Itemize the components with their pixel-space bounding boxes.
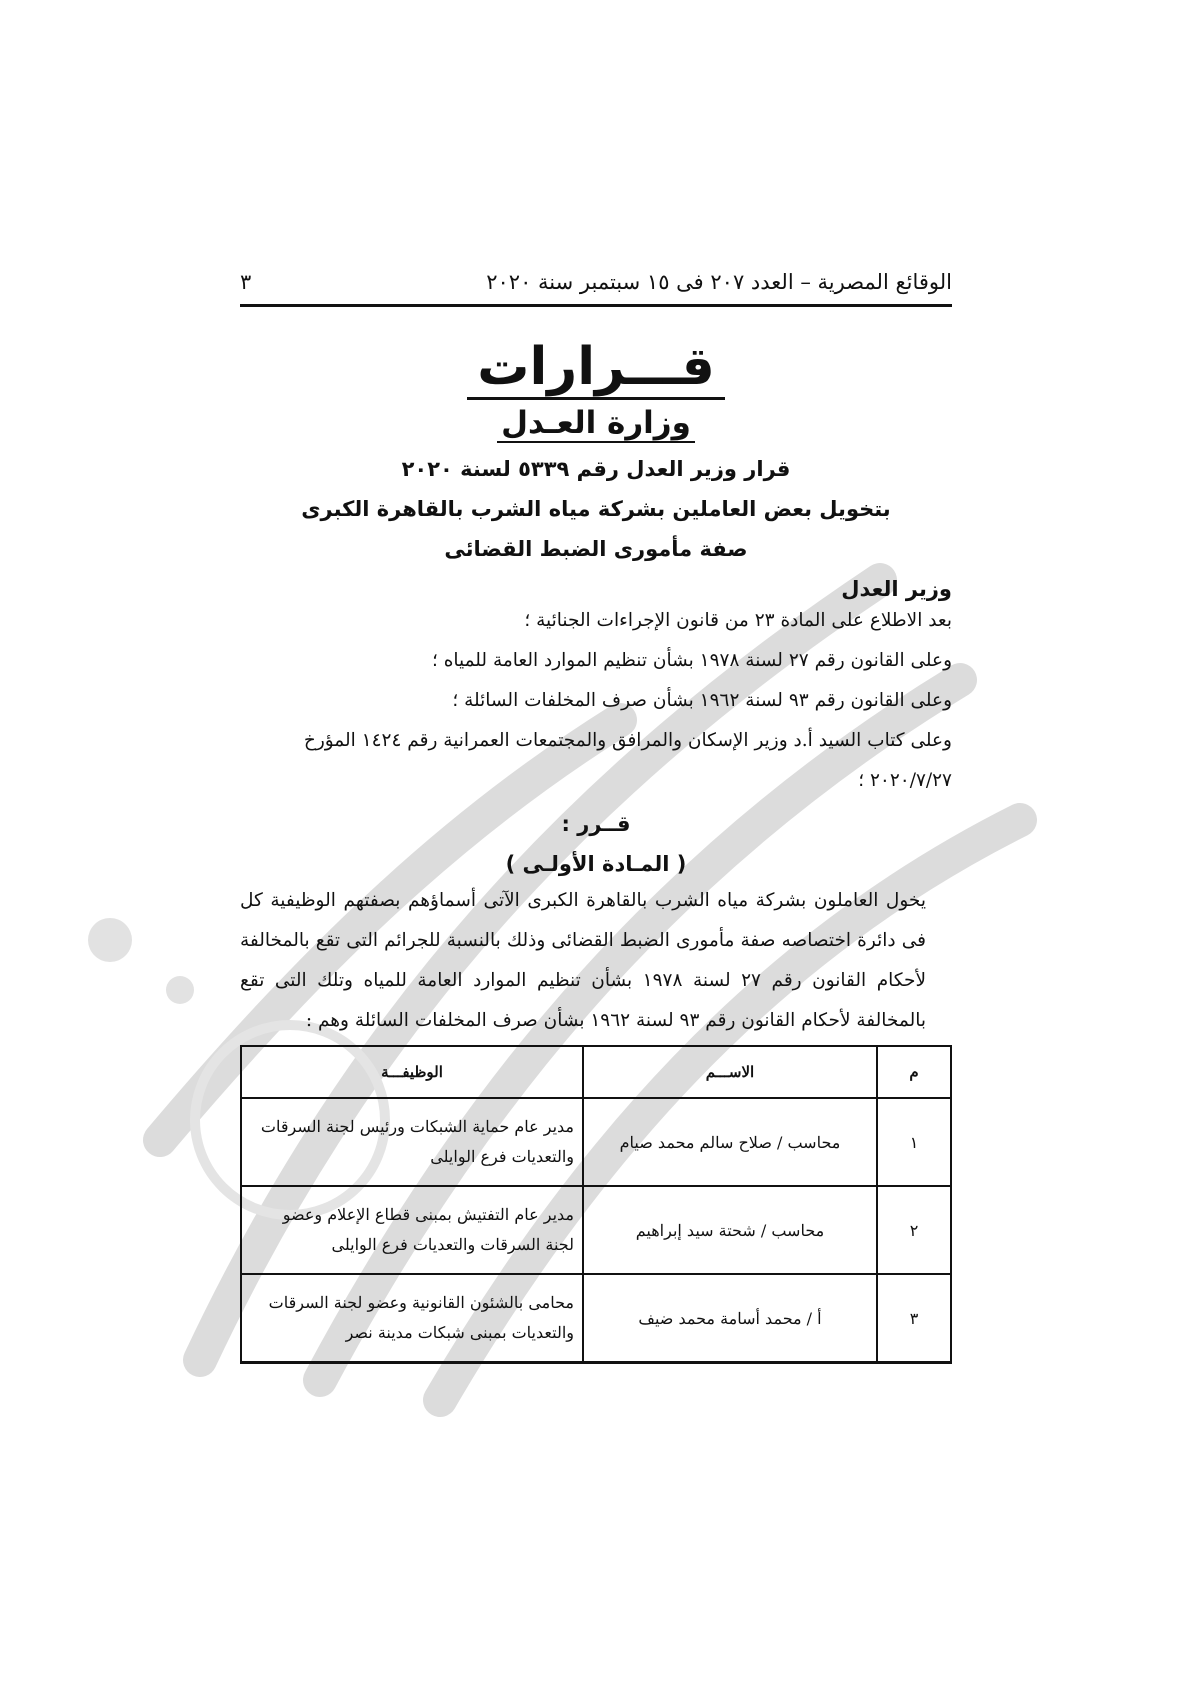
row-name: محاسب / صلاح سالم محمد صيام — [583, 1098, 877, 1186]
minister-heading: وزير العدل — [841, 577, 952, 601]
article-title: ( المـادة الأولـى ) — [505, 852, 687, 876]
row-number: ٢ — [877, 1186, 951, 1274]
preamble — [240, 601, 952, 801]
ministry-heading: وزارة العـدل — [240, 405, 952, 441]
table-row — [241, 1274, 951, 1363]
preamble-line: بعد الاطلاع على المادة ٢٣ من قانون الإجراءات الجنائية ؛ — [524, 610, 952, 631]
officials-table — [240, 1045, 952, 1364]
table-header-row — [241, 1046, 951, 1098]
decision-subject-line-2: صفة مأمورى الضبط القضائى — [444, 537, 748, 561]
gazette-page — [240, 270, 952, 1364]
table-row — [241, 1098, 951, 1186]
column-header-name: الاســـم — [583, 1046, 877, 1098]
preamble-line: وعلى كتاب السيد أ.د وزير الإسكان والمرافق والمجتمعات العمرانية رقم ١٤٢٤ المؤرخ ٢٠٢٠/٧/٢٧ ؛ — [303, 730, 952, 791]
article-text: يخول العاملون بشركة مياه الشرب بالقاهرة الكبرى الآتى أسماؤهم بصفتهم الوظيفية كل فى دائرة اختصاصه صفة مأمورى الضبط القضائى وذلك بالنسبة للجرائم التى تقع بالمخالفة لأحكام القانون رقم ٢٧ لسنة ١٩٧٨ بشأن تنظيم الموارد العامة للمياه وتلك التى تقع بالمخالفة لأحكام القانون رقم ٩٣ لسنة ١٩٦٢ بشأن صرف المخلفات السائلة وهم : — [240, 890, 926, 1031]
row-job: مدير عام التفتيش بمبنى قطاع الإعلام وعضو لجنة السرقات والتعديات فرع الوايلى — [241, 1186, 583, 1274]
table-row — [241, 1186, 951, 1274]
row-name: محاسب / شحتة سيد إبراهيم — [583, 1186, 877, 1274]
preamble-line: وعلى القانون رقم ٢٧ لسنة ١٩٧٨ بشأن تنظيم الموارد العامة للمياه ؛ — [431, 650, 952, 671]
preamble-line: وعلى القانون رقم ٩٣ لسنة ١٩٦٢ بشأن صرف المخلفات السائلة ؛ — [452, 690, 952, 711]
row-job: محامى بالشئون القانونية وعضو لجنة السرقات والتعديات بمبنى شبكات مدينة نصر — [241, 1274, 583, 1363]
row-number: ٣ — [877, 1274, 951, 1363]
row-name: أ / محمد أسامة محمد ضيف — [583, 1274, 877, 1363]
decreed-heading: قــرر : — [561, 812, 631, 836]
section-title: قـــرارات — [240, 337, 952, 397]
page-header — [240, 270, 952, 307]
decision-subject-line: بتخويل بعض العاملين بشركة مياه الشرب بالقاهرة الكبرى — [301, 497, 891, 521]
column-header-number: م — [877, 1046, 951, 1098]
decision-title — [240, 449, 952, 569]
row-number: ١ — [877, 1098, 951, 1186]
decision-number-line: قرار وزير العدل رقم ٥٣٣٩ لسنة ٢٠٢٠ — [401, 457, 791, 481]
column-header-job: الوظيفـــة — [241, 1046, 583, 1098]
row-job: مدير عام حماية الشبكات ورئيس لجنة السرقات والتعديات فرع الوايلى — [241, 1098, 583, 1186]
page-number: ٣ — [240, 270, 252, 294]
gazette-issue-line: الوقائع المصرية – العدد ٢٠٧ فى ١٥ سبتمبر سنة ٢٠٢٠ — [486, 270, 952, 294]
